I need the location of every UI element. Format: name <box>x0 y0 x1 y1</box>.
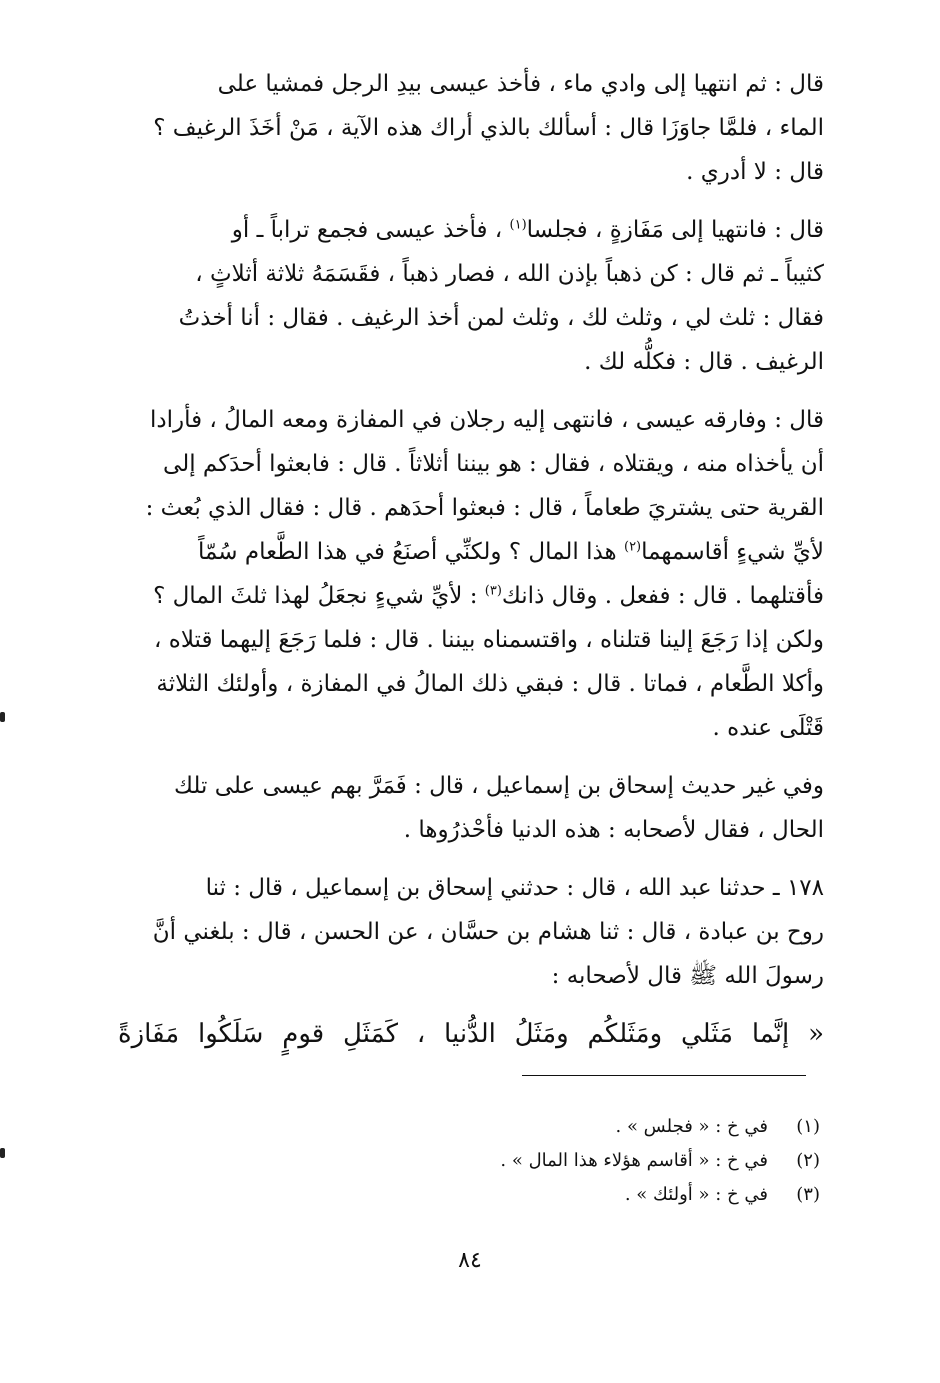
footnote-item <box>300 1178 820 1212</box>
text-line: الرغيف . قال : فكلُّه لك . <box>584 349 824 375</box>
footnote-divider <box>522 1075 806 1076</box>
footnote-text: في خ : « أولئك » . <box>624 1184 768 1205</box>
text-line: كثيباً ـ ثم قال : كن ذهباً بإذن الله ، فصار ذهباً ، فقَسَمَهُ ثلاثة أثلاثٍ ، <box>195 261 824 287</box>
text-line: رسولَ الله ﷺ قال لأصحابه : <box>551 963 824 989</box>
text-line: أن يأخذاه منه ، ويقتلاه ، فقال : هو بيننا أثلاثاً . قال : فابعثوا أحدَكم إلى <box>163 451 824 477</box>
paragraph-3 <box>118 398 824 750</box>
paragraph-2 <box>118 208 824 384</box>
footnote-number: (٣) <box>796 1184 820 1205</box>
text-line: الماء ، فلمَّا جاوَزَا قال : أسألك بالذي أراك هذه الآية ، مَنْ أخَذَ الرغيف ؟ <box>153 115 824 141</box>
text-line: قَتْلَى عنده . <box>712 715 824 741</box>
text-line <box>118 208 824 252</box>
text-segment: هذا المال ؟ ولكنِّي أصنَعُ في هذا الطَّعام سُمّاً <box>198 539 617 565</box>
footnote-text: في خ : « فجلس » . <box>615 1116 768 1137</box>
text-line: الحال ، فقال لأصحابه : هذه الدنيا فأحْذرُوها . <box>403 817 824 843</box>
paragraph-5 <box>118 866 824 998</box>
text-line <box>118 574 824 618</box>
text-line: فقال : ثلث لي ، وثلث لك ، وثلث لمن أخذ الرغيف . فقال : أنا أخذتُ <box>178 305 824 331</box>
hadith-quote-line: « إنَّما مَثَلي ومَثَلكُم ومَثَلُ الدُّنيا ، كَمَثَلِ قومٍ سَلَكُوا مَفَازةً <box>118 1019 824 1049</box>
footnote-item <box>300 1110 820 1144</box>
text-segment: لأيِّ شيءٍ أقاسمهما <box>641 539 824 565</box>
scan-edge-mark <box>0 712 5 722</box>
text-line: قال : لا أدري . <box>686 159 824 185</box>
text-line: وفي غير حديث إسحاق بن إسماعيل ، قال : فَمَرَّ بهم عيسى على تلك <box>173 773 824 799</box>
text-line <box>118 530 824 574</box>
page-number: ٨٤ <box>458 1248 482 1273</box>
text-segment: قال : فانتهيا إلى مَفَازةٍ ، فجلسا <box>526 217 824 243</box>
paragraph-4 <box>118 764 824 852</box>
text-line: وأكلا الطَّعام ، فماتا . قال : فبقي ذلك المالُ في المفازة ، وأولئك الثلاثة <box>156 671 824 697</box>
text-line: ولكن إذا رَجَعَ إلينا قتلناه ، واقتسمناه بيننا . قال : فلما رَجَعَ إليهما قتلاه ، <box>154 627 824 653</box>
footnote-number: (١) <box>796 1116 820 1137</box>
text-segment: ، فأخذ عيسى فجمع تراباً ـ أو <box>231 217 503 243</box>
footnote-marker: (١) <box>509 217 527 233</box>
footnote-marker: (٣) <box>484 583 502 599</box>
footnote-text: في خ : « أقاسم هؤلاء هذا المال » . <box>500 1150 768 1171</box>
text-segment: فأقتلهما . قال : ففعل . وقال ذانك <box>501 583 824 609</box>
footnote-number: (٢) <box>796 1150 820 1171</box>
text-segment: : لأيِّ شيءٍ نجعَلُ لهذا ثلثَ المال ؟ <box>153 583 478 609</box>
footnote-marker: (٢) <box>623 539 642 555</box>
text-line: القرية حتى يشتريَ طعاماً ، قال : فبعثوا أحدَهم . قال : فقال الذي بُعث : <box>145 495 824 521</box>
page-body <box>118 62 824 1056</box>
scan-edge-mark <box>0 1148 5 1158</box>
footnote-item <box>300 1144 820 1178</box>
text-line: قال : ثم انتهيا إلى وادي ماء ، فأخذ عيسى بيدِ الرجل فمشيا على <box>217 71 824 97</box>
paragraph-1 <box>118 62 824 194</box>
text-line: روح بن عبادة ، قال : ثنا هشام بن حسَّان ، عن الحسن ، قال : بلغني أنَّ <box>152 919 824 945</box>
text-line: ١٧٨ ـ حدثنا عبد الله ، قال : حدثني إسحاق بن إسماعيل ، قال : ثنا <box>205 875 824 901</box>
footnotes <box>300 1110 820 1212</box>
text-line: قال : وفارقه عيسى ، فانتهى إليه رجلان في المفازة ومعه المالُ ، فأرادا <box>149 407 824 433</box>
